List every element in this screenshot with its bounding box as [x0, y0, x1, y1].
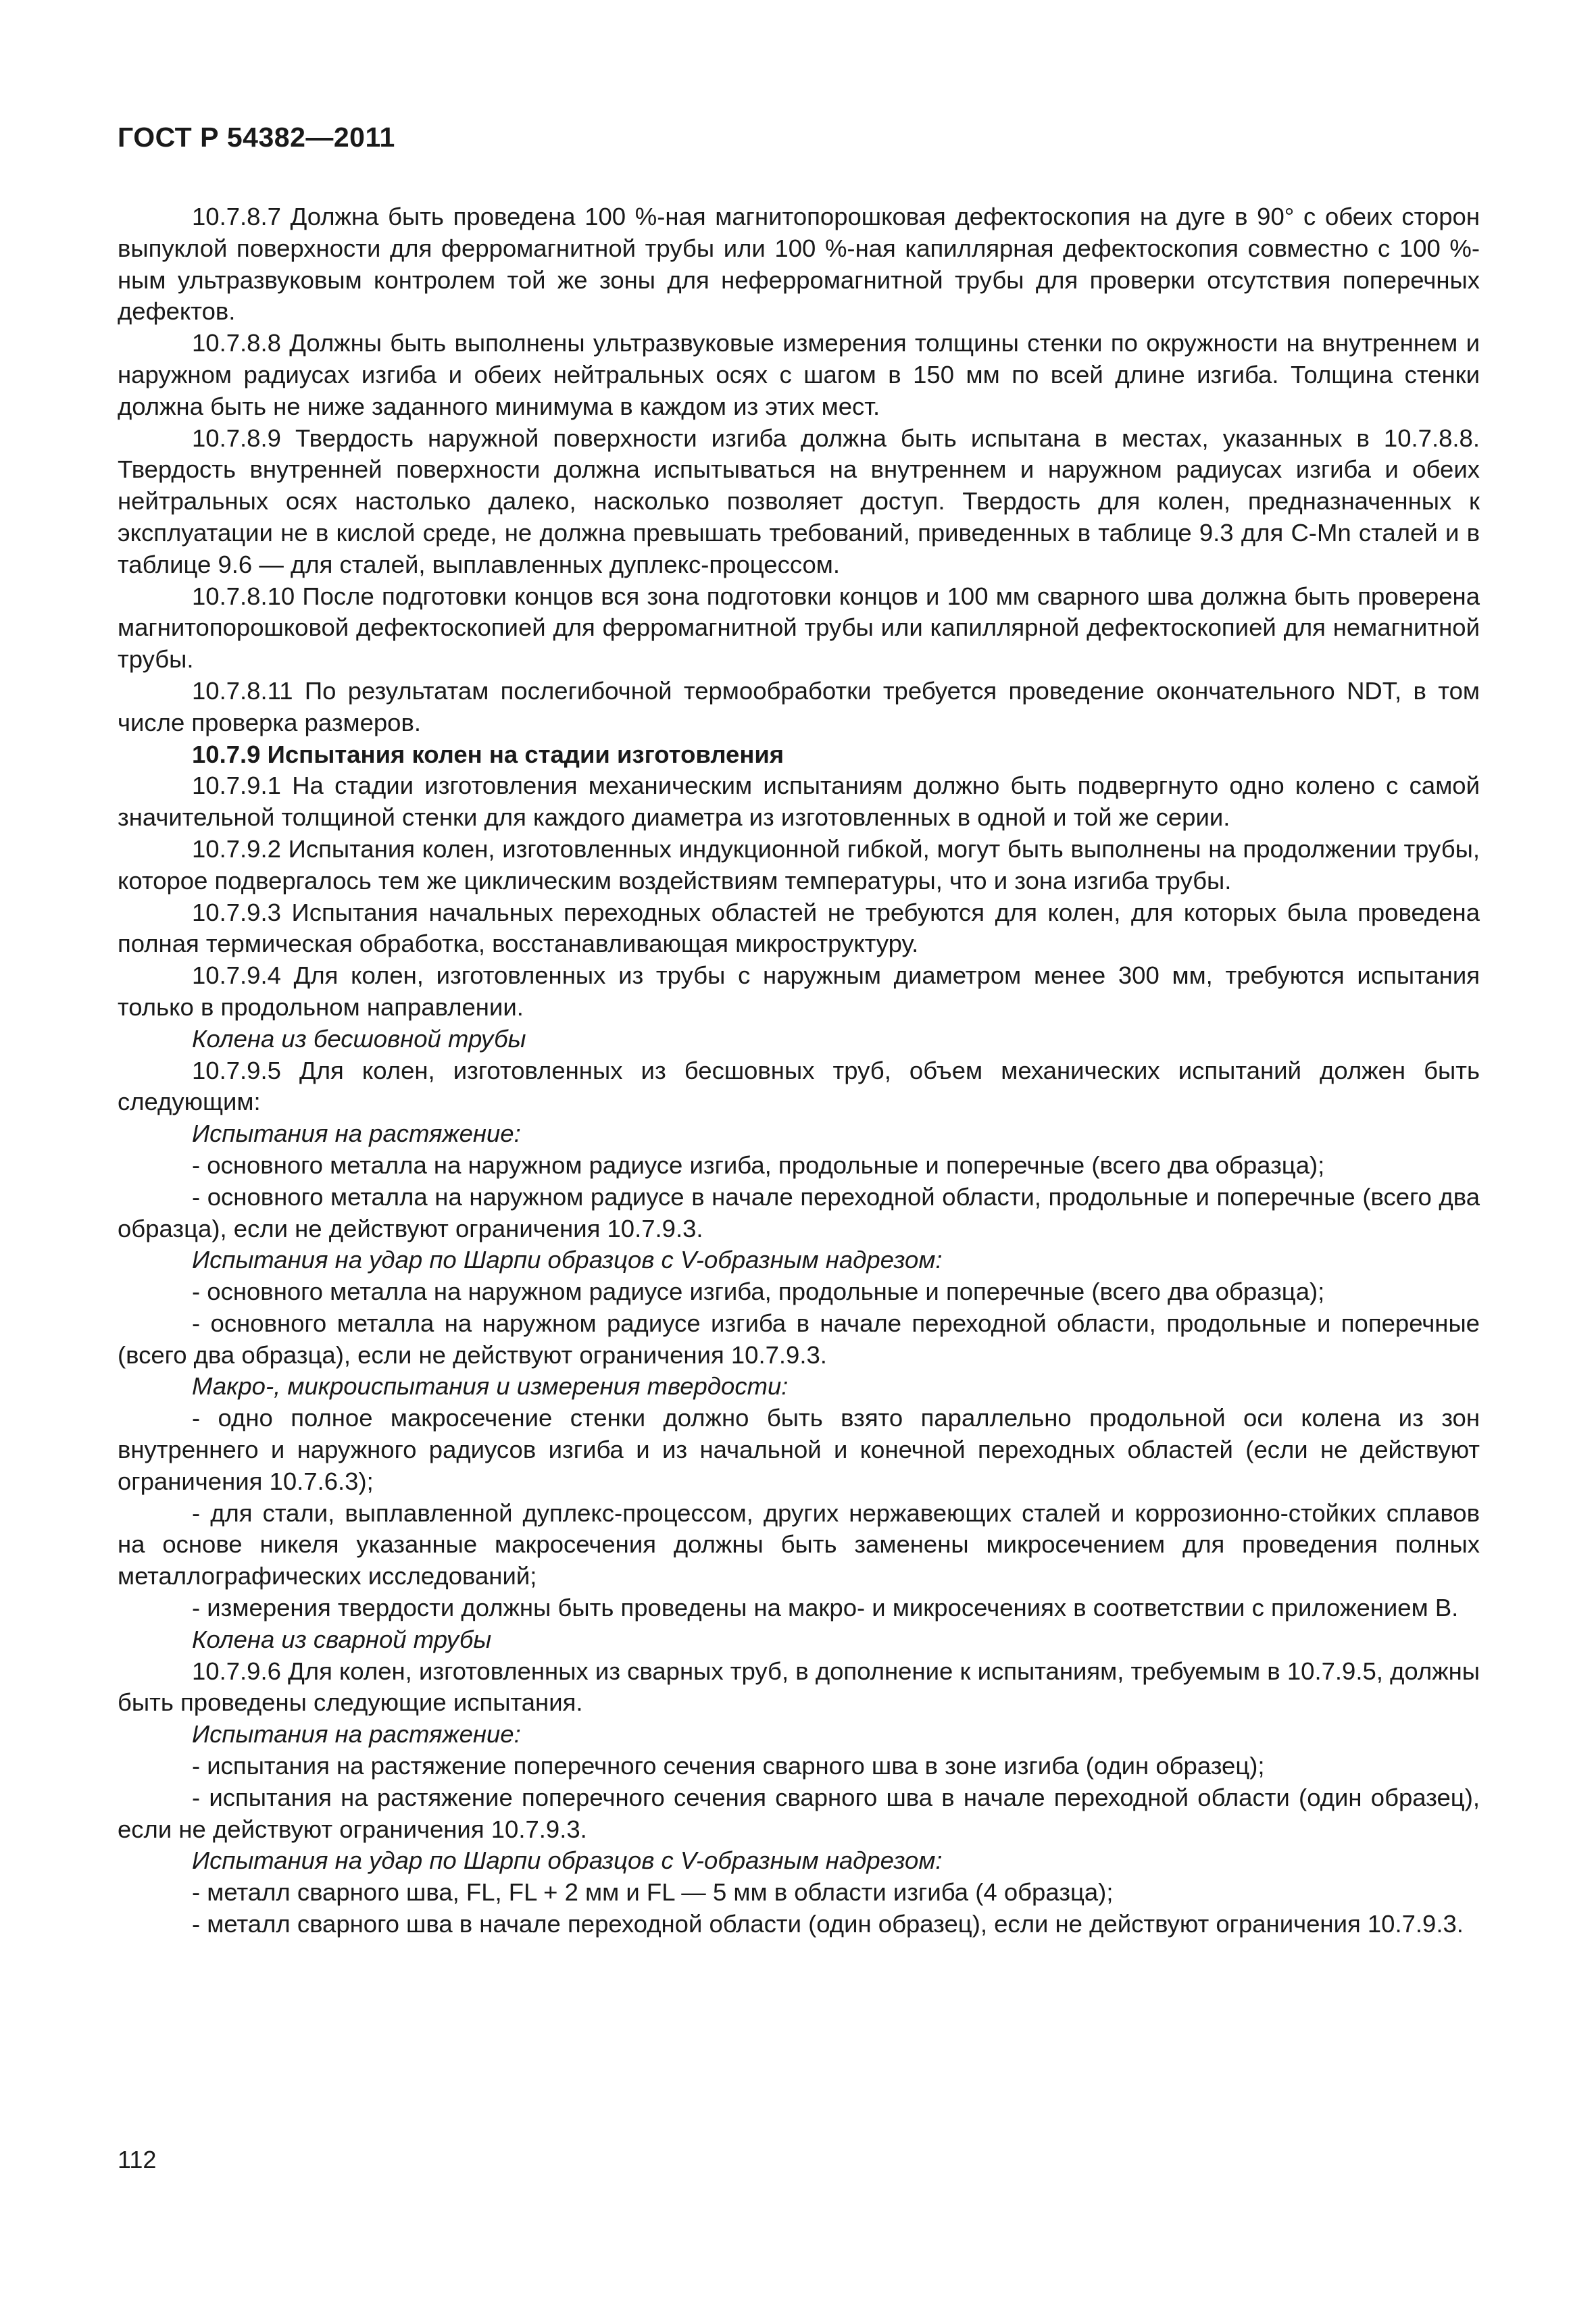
paragraph: 10.7.8.7 Должна быть проведена 100 %-ная магнитопорошковая дефектоскопия на дуге в 90° с обеих сторон выпуклой поверхности для ферромагнитной трубы или 100 %-ная капиллярная дефектоскопия совместно с 100 %-ным ультразвуковым контролем той же зоны для неферромагнитной трубы для проверки отсутствия поперечных дефектов. [118, 203, 1480, 326]
paragraph: 10.7.8.8 Должны быть выполнены ультразвуковые измерения толщины стенки по окружности на внутреннем и наружном радиусах изгиба и обеих нейтральных осях с шагом в 150 мм по всей длине изгиба. Толщина стенки должна быть не ниже заданного минимума в каждом из этих мест. [118, 329, 1480, 420]
paragraph: - для стали, выплавленной дуплекс-процессом, других нержавеющих сталей и коррозионно-стойких сплавов на основе никеля указанные макросечения должны быть заменены микросечением для проведения полных металлографических исследований; [118, 1499, 1480, 1590]
paragraph: - одно полное макросечение стенки должно быть взято параллельно продольной оси колена из зон внутреннего и наружного радиусов изгиба и из начальной и конечной переходных областей (если не действуют ограничения 10.7.6.3); [118, 1404, 1480, 1495]
subheading: Испытания на растяжение: [192, 1120, 521, 1148]
subheading: Колена из сварной трубы [192, 1625, 492, 1653]
subheading: Макро-, микроиспытания и измерения твердости: [192, 1372, 789, 1401]
document-header-title: ГОСТ Р 54382—2011 [118, 122, 395, 153]
paragraph: 10.7.8.9 Твердость наружной поверхности изгиба должна быть испытана в местах, указанных в 10.7.8.8. Твердость внутренней поверхности должна испытываться на внутреннем и наружном радиусах изгиба и обеих нейтральных осях настолько далеко, насколько позволяет доступ. Твердость для колен, предназначенных к эксплуатации не в кислой среде, не должна превышать требований, приведенных в таблице 9.3 для C-Mn сталей и в таблице 9.6 — для сталей, выплавленных дуплекс-процессом. [118, 424, 1480, 578]
paragraph: 10.7.9.5 Для колен, изготовленных из бесшовных труб, объем механических испытаний должен быть следующим: [118, 1056, 1480, 1116]
paragraph: - металл сварного шва в начале переходной области (один образец), если не действуют ограничения 10.7.9.3. [192, 1910, 1464, 1938]
paragraph: - испытания на растяжение поперечного сечения сварного шва в зоне изгиба (один образец); [192, 1752, 1265, 1780]
paragraph: - основного металла на наружном радиусе в начале переходной области, продольные и поперечные (всего два образца), если не действуют ограничения 10.7.9.3. [118, 1182, 1480, 1242]
subheading: Испытания на удар по Шарпи образцов с V-образным надрезом: [192, 1846, 943, 1875]
page-number: 112 [118, 2146, 157, 2173]
paragraph: 10.7.9.2 Испытания колен, изготовленных индукционной гибкой, могут быть выполнены на продолжении трубы, которое подвергалось тем же циклическим воздействиям температуры, что и зона изгиба трубы. [118, 834, 1480, 895]
paragraph: 10.7.8.11 По результатам послегибочной термообработки требуется проведение окончательного NDT, в том числе проверка размеров. [118, 676, 1480, 736]
paragraph: - испытания на растяжение поперечного сечения сварного шва в начале переходной области (один образец), если не действуют ограничения 10.7.9.3. [118, 1783, 1480, 1843]
paragraph: 10.7.9.4 Для колен, изготовленных из трубы с наружным диаметром менее 300 мм, требуются испытания только в продольном направлении. [118, 961, 1480, 1021]
paragraph: - основного металла на наружном радиусе изгиба в начале переходной области, продольные и поперечные (всего два образца), если не действуют ограничения 10.7.9.3. [118, 1309, 1480, 1369]
paragraph: 10.7.8.10 После подготовки концов вся зона подготовки концов и 100 мм сварного шва должна быть проверена магнитопорошковой дефектоскопией для ферромагнитной трубы или капиллярной дефектоскопией для немагнитной трубы. [118, 582, 1480, 674]
paragraph: 10.7.9.1 На стадии изготовления механическим испытаниям должно быть подвергнуто одно колено с самой значительной толщиной стенки для каждого диаметра из изготовленных в одной и той же серии. [118, 772, 1480, 832]
paragraph: 10.7.9.6 Для колен, изготовленных из сварных труб, в дополнение к испытаниям, требуемым в 10.7.9.5, должны быть проведены следующие испытания. [118, 1657, 1480, 1717]
paragraph: - основного металла на наружном радиусе изгиба, продольные и поперечные (всего два образца); [192, 1151, 1325, 1179]
subheading: Испытания на растяжение: [192, 1720, 521, 1749]
paragraph: - измерения твердости должны быть проведены на макро- и микросечениях в соответствии с приложением В. [192, 1594, 1459, 1622]
paragraph: 10.7.9.3 Испытания начальных переходных областей не требуются для колен, для которых была проведена полная термическая обработка, восстанавливающая микроструктуру. [118, 898, 1480, 958]
section-heading: 10.7.9 Испытания колен на стадии изготовления [192, 740, 784, 768]
paragraph: - металл сварного шва, FL, FL + 2 мм и FL — 5 мм в области изгиба (4 образца); [192, 1878, 1114, 1907]
document-body [118, 201, 1480, 1940]
subheading: Колена из бесшовной трубы [192, 1024, 526, 1053]
subheading: Испытания на удар по Шарпи образцов с V-образным надрезом: [192, 1246, 943, 1274]
paragraph: - основного металла на наружном радиусе изгиба, продольные и поперечные (всего два образца); [192, 1278, 1325, 1306]
